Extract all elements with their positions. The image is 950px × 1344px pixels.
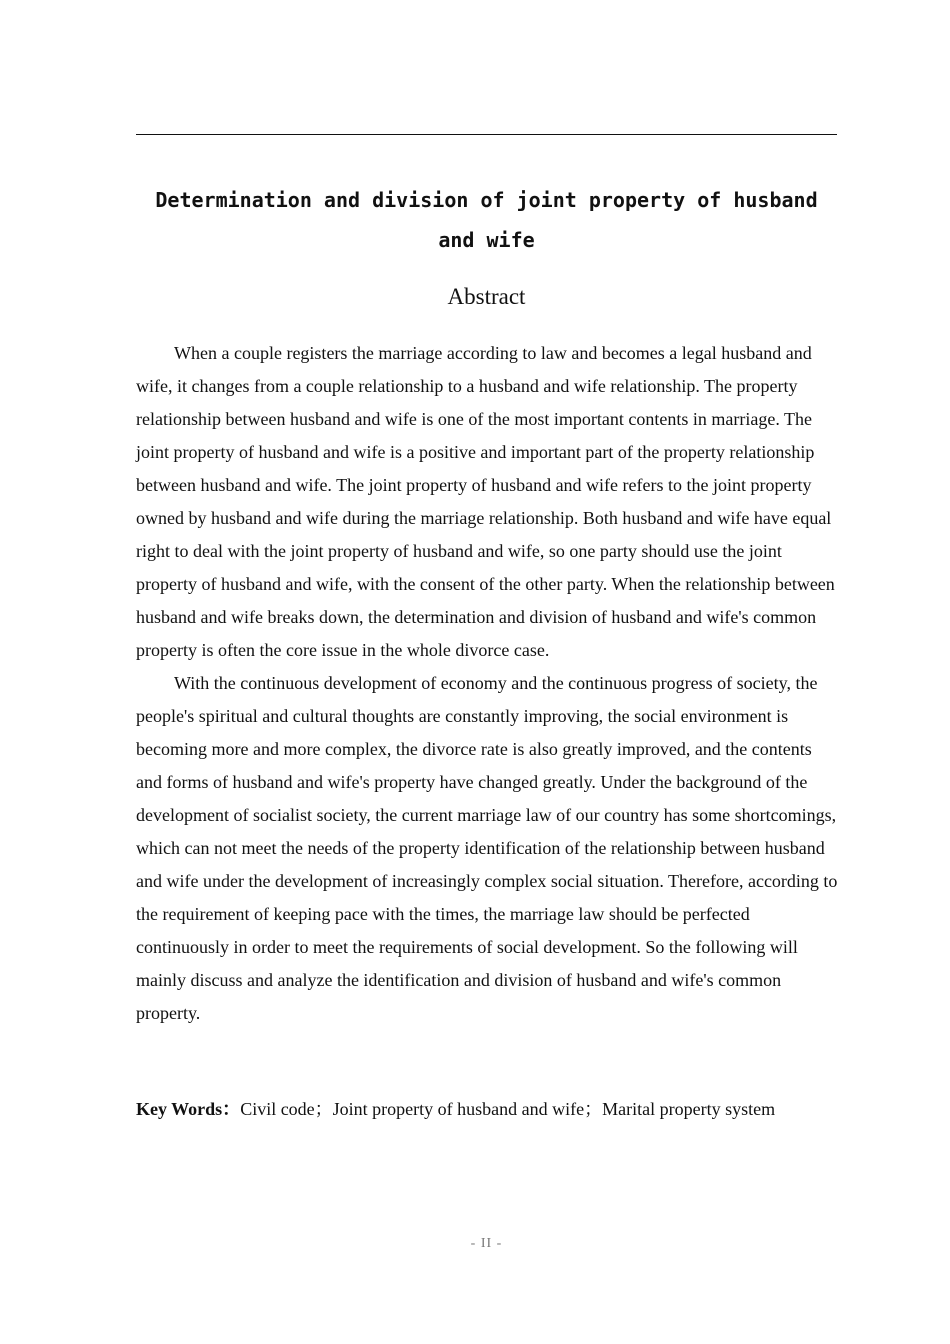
keywords-text: Civil code；Joint property of husband and wife；Marital property system [240, 1099, 776, 1119]
header-rule [136, 134, 837, 135]
keywords-label: Key Words： [136, 1099, 241, 1119]
title-line-2: and wife [438, 228, 535, 252]
title-line-1: Determination and division of joint property of husband [155, 188, 818, 212]
page-number: - II - [470, 1236, 503, 1251]
abstract-paragraph-2: With the continuous development of economy and the continuous progress of society, the people's spiritual and cultural thoughts are constantly improving, the social environment is becoming more and more complex, the divorce rate is also greatly improved, and the contents and forms of husband and wife's property have changed greatly. Under the background of the development of socialist society, the current marriage law of our country has some shortcomings, which can not meet the needs of the property identification of the relationship between husband and wife under the development of increasingly complex social situation. Therefore, according to the requirement of keeping pace with the times, the marriage law should be perfected continuously in order to meet the requirements of social development. So the following will mainly discuss and analyze the identification and division of husband and wife's common property. [136, 673, 838, 1023]
abstract-heading: Abstract [447, 284, 526, 309]
abstract-body [136, 337, 838, 1030]
abstract-paragraph-1: When a couple registers the marriage according to law and becomes a legal husband and wife, it changes from a couple relationship to a husband and wife relationship. The property relationship between husband and wife is one of the most important contents in marriage. The joint property of husband and wife is a positive and important part of the property relationship between husband and wife. The joint property of husband and wife refers to the joint property owned by husband and wife during the marriage relationship. Both husband and wife have equal right to deal with the joint property of husband and wife, so one party should use the joint property of husband and wife, with the consent of the other party. When the relationship between husband and wife breaks down, the determination and division of husband and wife's common property is often the core issue in the whole divorce case. [136, 343, 835, 660]
keywords-line [136, 1093, 856, 1126]
document-title [136, 180, 837, 260]
